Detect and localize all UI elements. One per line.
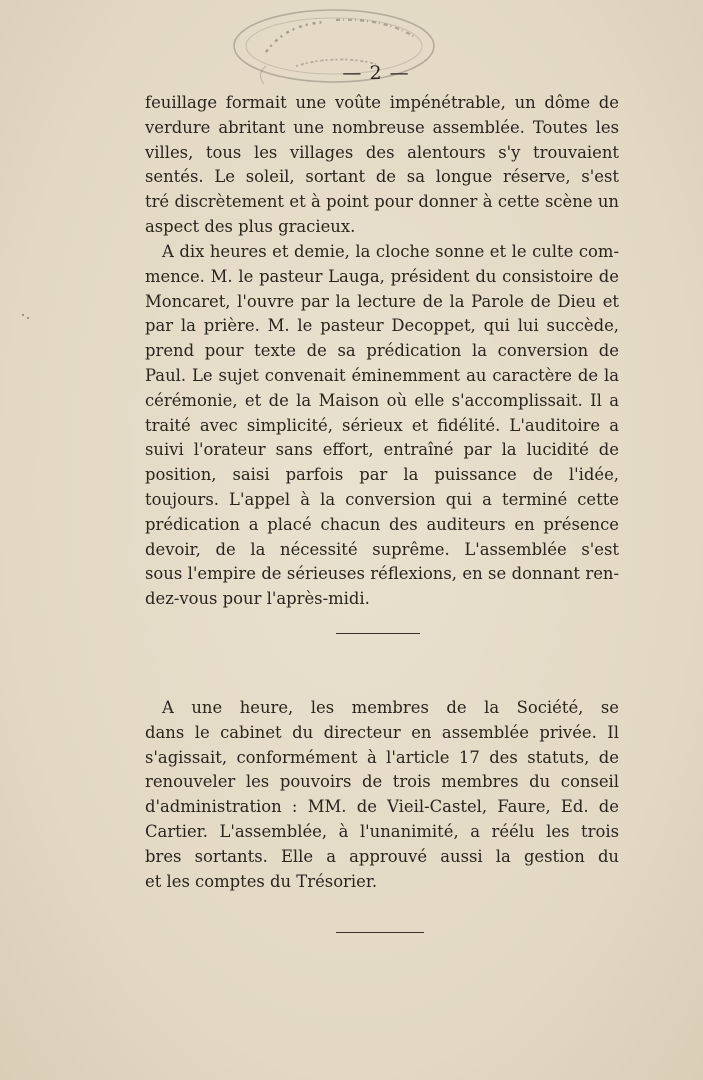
paper-speck [27, 317, 29, 319]
text-line: sous l'empire de sérieuses réflexions, en se donnant ren- [145, 564, 619, 584]
paragraph-3 [145, 696, 619, 894]
text-line: par la prière. M. le pasteur Decoppet, qui lui succède, [145, 316, 619, 336]
text-line: position, saisi parfois par la puissance de l'idée, [145, 465, 619, 485]
text-line: et les comptes du Trésorier. [145, 871, 378, 891]
section-divider [336, 633, 420, 634]
paragraph-1 [145, 91, 619, 240]
text-line: d'administration : MM. de Vieil-Castel, Faure, Ed. de [145, 797, 619, 817]
paragraph-2 [145, 240, 619, 612]
text-line: prend pour texte de sa prédication la conversion de [145, 341, 619, 361]
text-line: mence. M. le pasteur Lauga, président du consistoire de [145, 266, 619, 286]
text-line: villes, tous les villages des alentours s'y trouvaient [145, 142, 619, 162]
page-number: — 2 — [342, 62, 410, 84]
text-line: devoir, de la nécessité suprême. L'assemblée s'est [145, 539, 619, 559]
paper-speck [22, 314, 24, 316]
text-line: Cartier. L'assemblée, à l'unanimité, a réélu les trois [145, 821, 619, 841]
text-line: feuillage formait une voûte impénétrable, un dôme de [145, 93, 619, 112]
text-line: verdure abritant une nombreuse assemblée. Toutes les [145, 117, 619, 137]
section-divider [336, 932, 424, 933]
text-line: suivi l'orateur sans effort, entraîné par la lucidité de [145, 440, 619, 460]
text-line: s'agissait, conformément à l'article 17 des statuts, de [145, 747, 619, 767]
text-line: renouveler les pouvoirs de trois membres du conseil [145, 772, 619, 792]
text-line: bres sortants. Elle a approuvé aussi la gestion du [145, 846, 619, 866]
text-line: traité avec simplicité, sérieux et fidélité. L'auditoire a [145, 415, 619, 435]
text-line: cérémonie, et de la Maison où elle s'accomplissait. Il a [145, 390, 619, 410]
text-line: A une heure, les membres de la Société, se [162, 698, 619, 717]
text-line: tré discrètement et à point pour donner à cette scène un [145, 192, 619, 212]
text-line: dez-vous pour l'après-midi. [145, 589, 370, 609]
text-line: A dix heures et demie, la cloche sonne et le culte com- [162, 242, 619, 261]
text-line: toujours. L'appel à la conversion qui a terminé cette [145, 489, 619, 509]
text-line: sentés. Le soleil, sortant de sa longue réserve, s'est [145, 167, 619, 187]
text-line: Moncaret, l'ouvre par la lecture de la Parole de Dieu et [145, 291, 619, 311]
text-line: dans le cabinet du directeur en assemblée privée. Il [145, 722, 619, 742]
text-line: prédication a placé chacun des auditeurs en présence [145, 514, 619, 534]
text-line: aspect des plus gracieux. [145, 216, 356, 236]
text-line: Paul. Le sujet convenait éminemment au caractère de la [145, 365, 619, 385]
